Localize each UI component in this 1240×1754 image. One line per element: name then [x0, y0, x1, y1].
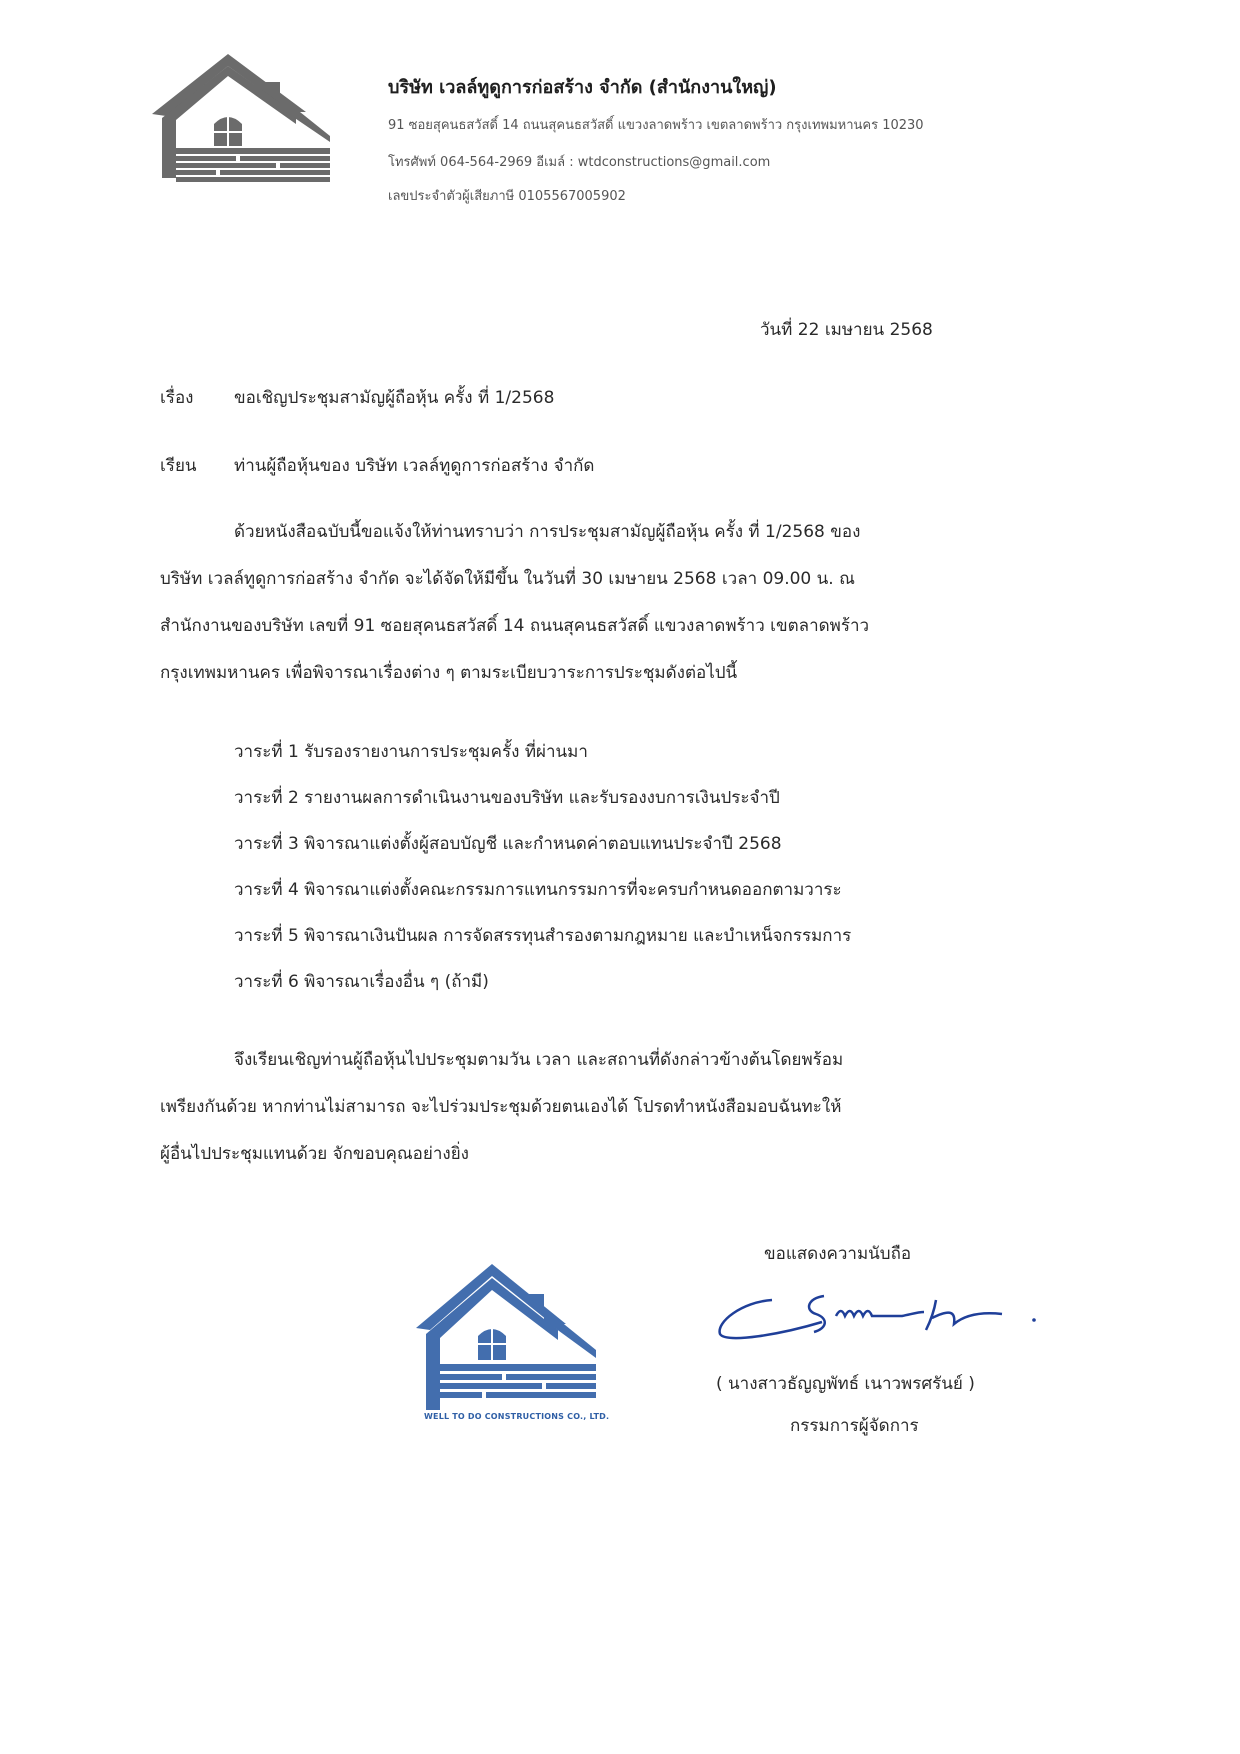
paragraph2-line: เพรียงกันด้วย หากท่านไม่สามารถ จะไปร่วมประชุมด้วยตนเองได้ โปรดทำหนังสือมอบฉันทะให้ — [160, 1097, 842, 1117]
signer-name: ( นางสาวธัญญพัทธ์ เนาวพรศรันย์ ) — [716, 1374, 975, 1394]
paragraph1-line: บริษัท เวลล์ทูดูการก่อสร้าง จำกัด จะได้จัดให้มีขึ้น ในวันที่ 30 เมษายน 2568 เวลา 09.00 น. ณ — [160, 569, 855, 589]
agenda-item-3: วาระที่ 3 พิจารณาแต่งตั้งผู้สอบบัญชี และกำหนดค่าตอบแทนประจำปี 2568 — [234, 834, 782, 854]
signature-icon — [712, 1282, 1052, 1362]
agenda-item-5: วาระที่ 5 พิจารณาเงินปันผล การจัดสรรทุนสำรองตามกฎหมาย และบำเหน็จกรรมการ — [234, 926, 852, 946]
company-name: บริษัท เวลล์ทูดูการก่อสร้าง จำกัด (สำนักงานใหญ่) — [388, 77, 777, 98]
company-contact: โทรศัพท์ 064-564-2969 อีเมล์ : wtdconstructions@gmail.com — [388, 155, 771, 170]
signer-title: กรรมการผู้จัดการ — [790, 1416, 919, 1436]
paragraph1-line: กรุงเทพมหานคร เพื่อพิจารณาเรื่องต่าง ๆ ตามระเบียบวาระการประชุมดังต่อไปนี้ — [160, 663, 738, 683]
company-logo-icon — [152, 52, 342, 187]
company-address: 91 ซอยสุคนธสวัสดิ์ 14 ถนนสุคนธสวัสดิ์ แขวงลาดพร้าว เขตลาดพร้าว กรุงเทพมหานคร 10230 — [388, 118, 924, 133]
agenda-item-6: วาระที่ 6 พิจารณาเรื่องอื่น ๆ (ถ้ามี) — [234, 972, 489, 992]
paragraph2-line: ผู้อื่นไปประชุมแทนด้วย จักขอบคุณอย่างยิ่ง — [160, 1144, 469, 1164]
recipient-text: ท่านผู้ถือหุ้นของ บริษัท เวลล์ทูดูการก่อสร้าง จำกัด — [234, 456, 595, 476]
agenda-item-1: วาระที่ 1 รับรองรายงานการประชุมครั้ง ที่ผ่านมา — [234, 742, 588, 762]
agenda-item-2: วาระที่ 2 รายงานผลการดำเนินงานของบริษัท และรับรองงบการเงินประจำปี — [234, 788, 780, 808]
company-stamp-icon — [410, 1250, 610, 1425]
paragraph2-line: จึงเรียนเชิญท่านผู้ถือหุ้นไปประชุมตามวัน เวลา และสถานที่ดังกล่าวข้างต้นโดยพร้อม — [234, 1050, 844, 1070]
closing-text: ขอแสดงความนับถือ — [764, 1244, 912, 1264]
company-tax-id: เลขประจำตัวผู้เสียภาษี 0105567005902 — [388, 189, 626, 204]
stamp-company-name: WELL TO DO CONSTRUCTIONS CO., LTD. — [424, 1412, 610, 1421]
subject-label: เรื่อง — [160, 388, 194, 408]
paragraph1-line: สำนักงานของบริษัท เลขที่ 91 ซอยสุคนธสวัสดิ์ 14 ถนนสุคนธสวัสดิ์ แขวงลาดพร้าว เขตลาดพร้าว — [160, 616, 870, 636]
recipient-label: เรียน — [160, 456, 197, 476]
paragraph1-line: ด้วยหนังสือฉบับนี้ขอแจ้งให้ท่านทราบว่า การประชุมสามัญผู้ถือหุ้น ครั้ง ที่ 1/2568 ของ — [234, 522, 861, 542]
agenda-item-4: วาระที่ 4 พิจารณาแต่งตั้งคณะกรรมการแทนกรรมการที่จะครบกำหนดออกตามวาระ — [234, 880, 842, 900]
subject-text: ขอเชิญประชุมสามัญผู้ถือหุ้น ครั้ง ที่ 1/2568 — [234, 388, 555, 408]
letter-date: วันที่ 22 เมษายน 2568 — [760, 320, 933, 340]
